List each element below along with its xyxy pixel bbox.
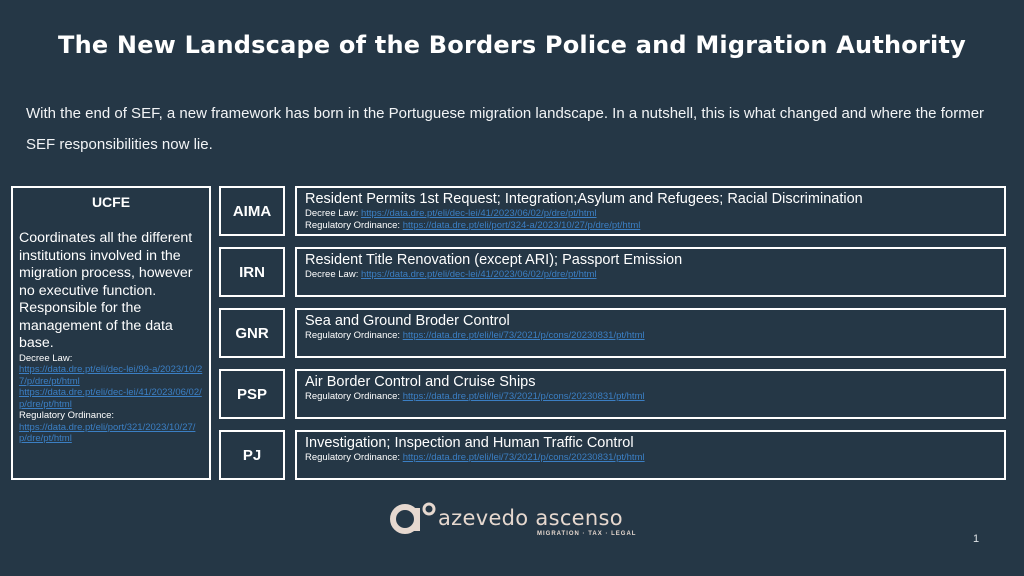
ucfe-box — [11, 186, 211, 480]
gnr-ordinance-link[interactable]: https://data.dre.pt/eli/lei/73/2021/p/cons/20230831/pt/html — [402, 330, 645, 341]
gnr-abbr: GNR — [235, 324, 269, 342]
pj-detail-box — [295, 430, 1006, 480]
intro-text: With the end of SEF, a new framework has born in the Portuguese migration landscape. In a nutshell, this is what changed and where the former SEF responsibilities now lie. — [26, 105, 985, 153]
ucfe-title: UCFE — [91, 194, 131, 210]
irn-responsibilities: Resident Title Renovation (except ARI); Passport Emission — [305, 252, 683, 268]
aima-detail-box — [295, 186, 1006, 236]
aima-abbr: AIMA — [232, 202, 272, 220]
gnr-ordinance-label: Regulatory Ordinance: — [305, 330, 401, 341]
psp-abbr: PSP — [236, 385, 267, 403]
aima-decree-label: Decree Law: — [305, 208, 359, 219]
logo-tagline: MIGRATION · TAX · LEGAL — [537, 531, 637, 537]
aima-ordinance-line — [305, 220, 996, 232]
pj-ordinance-label: Regulatory Ordinance: — [305, 452, 401, 463]
psp-ordinance-line — [305, 391, 996, 403]
ucfe-ordinance-link[interactable]: https://data.dre.pt/eli/port/321/2023/10/27/p/dre/pt/html — [19, 421, 196, 444]
company-logo — [390, 498, 650, 542]
irn-detail-box — [295, 247, 1006, 297]
logo-name: azevedo ascenso — [438, 506, 623, 530]
aima-label-box — [219, 186, 285, 236]
pj-label-box — [219, 430, 285, 480]
aima-responsibilities: Resident Permits 1st Request; Integration;Asylum and Refugees; Racial Discrimination — [305, 191, 863, 207]
ucfe-decree-label: Decree Law: — [19, 352, 73, 364]
psp-label-box — [219, 369, 285, 419]
psp-responsibilities: Air Border Control and Cruise Ships — [305, 374, 536, 390]
logo-mark-icon — [390, 500, 436, 534]
gnr-label-box — [219, 308, 285, 358]
ucfe-decree-link[interactable]: https://data.dre.pt/eli/dec-lei/41/2023/06/02/p/dre/pt/html — [19, 387, 202, 410]
irn-label-box — [219, 247, 285, 297]
aima-decree-link[interactable]: https://data.dre.pt/eli/dec-lei/41/2023/06/02/p/dre/pt/html — [360, 208, 597, 219]
pj-responsibilities: Investigation; Inspection and Human Traffic Control — [305, 435, 634, 451]
aima-ordinance-link[interactable]: https://data.dre.pt/eli/port/324-a/2023/10/27/p/dre/pt/html — [402, 220, 641, 231]
pj-ordinance-link[interactable]: https://data.dre.pt/eli/lei/73/2021/p/cons/20230831/pt/html — [402, 452, 645, 463]
pj-ordinance-line — [305, 452, 996, 464]
page-number: 1 — [973, 533, 980, 545]
irn-decree-link[interactable]: https://data.dre.pt/eli/dec-lei/41/2023/06/02/p/dre/pt/html — [360, 269, 597, 280]
irn-decree-line — [305, 269, 996, 281]
pj-abbr: PJ — [242, 446, 262, 464]
psp-detail-box — [295, 369, 1006, 419]
psp-ordinance-label: Regulatory Ordinance: — [305, 391, 401, 402]
ucfe-ordinance-label: Regulatory Ordinance: — [19, 410, 115, 421]
slide-title: The New Landscape of the Borders Police and Migration Authority — [58, 31, 966, 59]
gnr-responsibilities: Sea and Ground Broder Control — [305, 313, 510, 329]
psp-ordinance-link[interactable]: https://data.dre.pt/eli/lei/73/2021/p/cons/20230831/pt/html — [402, 391, 645, 402]
gnr-ordinance-line — [305, 330, 996, 342]
aima-ordinance-label: Regulatory Ordinance: — [305, 220, 401, 231]
gnr-detail-box — [295, 308, 1006, 358]
aima-decree-line — [305, 208, 996, 220]
ucfe-decree-link[interactable]: https://data.dre.pt/eli/dec-lei/99-a/2023/10/27/p/dre/pt/html — [19, 364, 203, 387]
irn-abbr: IRN — [239, 263, 265, 281]
irn-decree-label: Decree Law: — [305, 269, 359, 280]
ucfe-description: Coordinates all the different institutions involved in the migration process, however no executive function. Responsible for the management of the data base. — [19, 230, 193, 351]
